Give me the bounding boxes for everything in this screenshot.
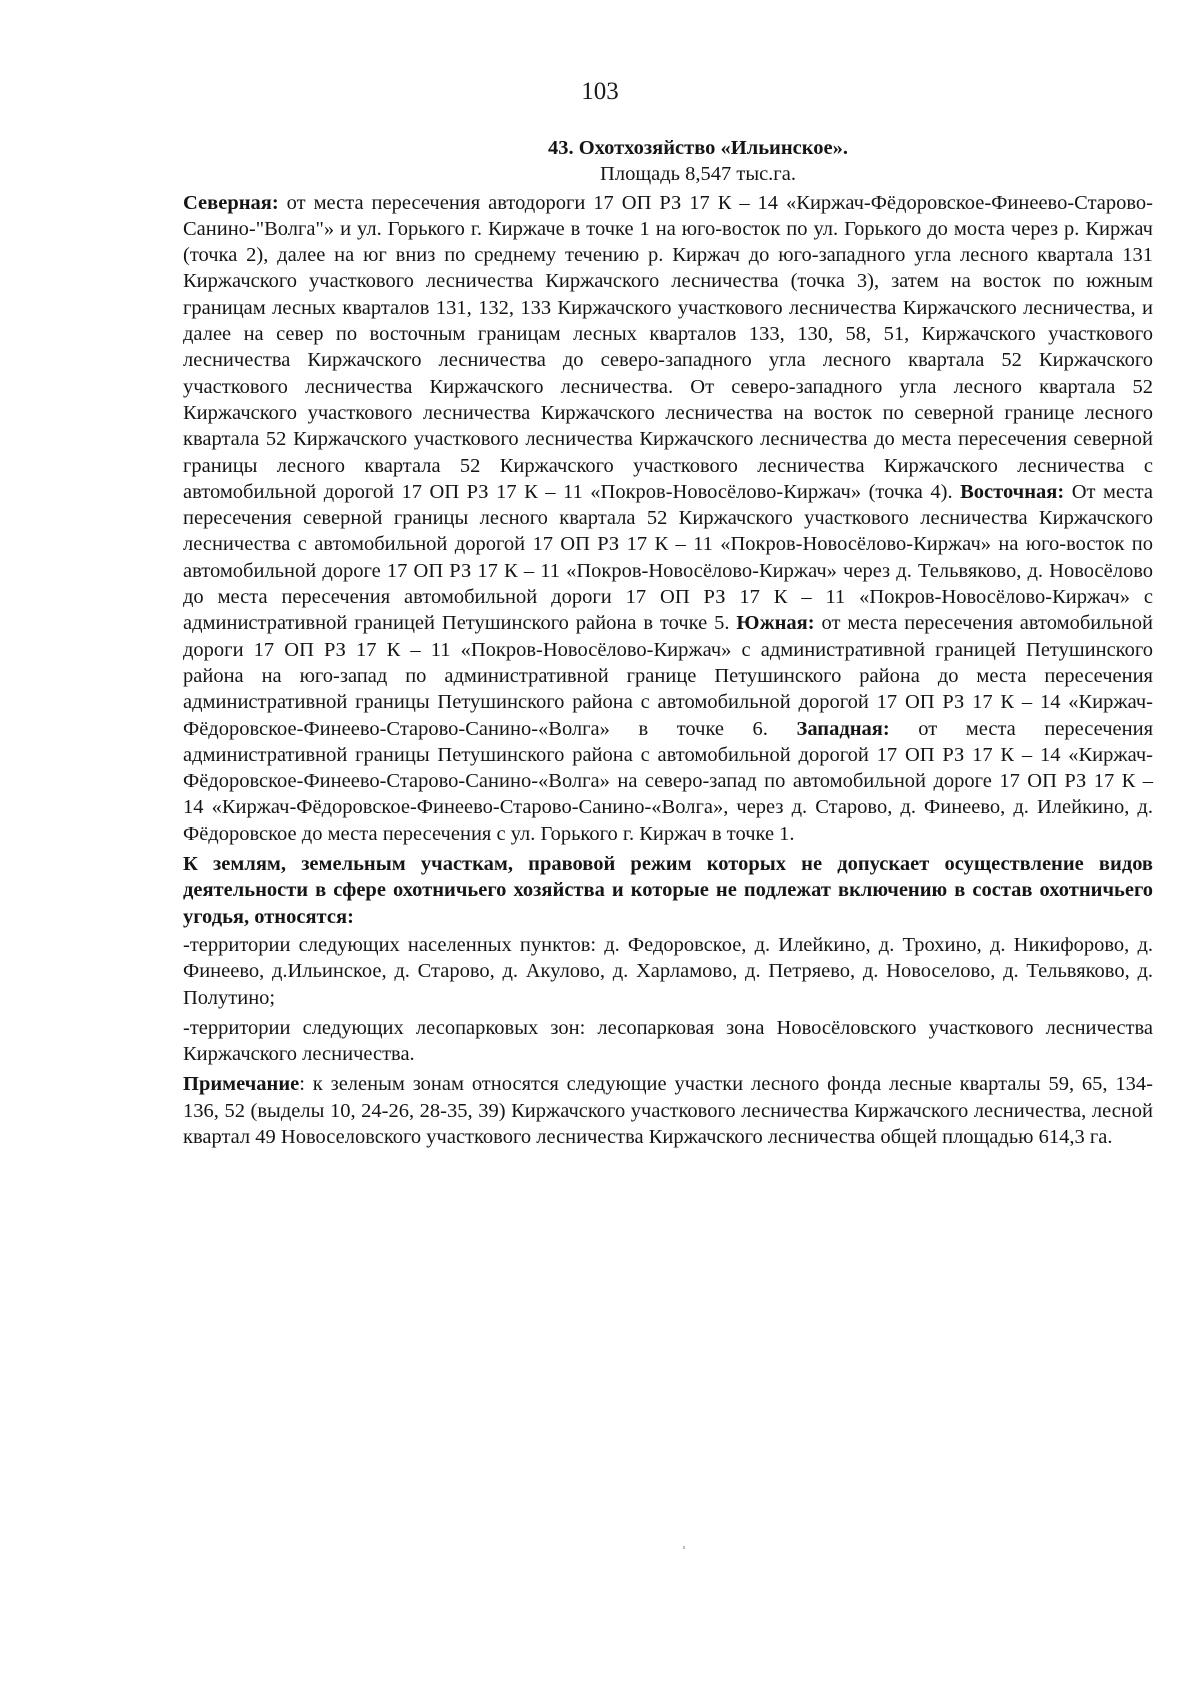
- south-boundary-label: Южная:: [736, 612, 815, 635]
- west-boundary-label: Западная:: [796, 717, 890, 740]
- boundaries-paragraph: [183, 190, 1153, 847]
- note-text: : к зеленым зонам относятся следующие участки лесного фонда лесные кварталы 59, 65, 134-136, 52 (выделы 10, 24-26, 28-35, 39) Киржачского участкового лесничества Киржачского лесничества, лесной квартал 49 Новоселовского участкового лесничества Киржачского лесничества общей площадью 614,3 га.: [183, 1073, 1153, 1148]
- north-boundary-label: Северная:: [183, 191, 279, 214]
- section-title: 43. Охотхозяйство «Ильинское».: [547, 137, 849, 159]
- excluded-lands-item-forest-park: -территории следующих лесопарковых зон: лесопарковая зона Новосёловского участкового лесничества Киржачского лесничества.: [183, 1016, 1153, 1066]
- page-number: 103: [581, 78, 619, 105]
- document-body: [183, 135, 1153, 1154]
- note-paragraph: [183, 1071, 1153, 1150]
- south-boundary-text: от места пересечения автомобильной дороги 17 ОП РЗ 17 К – 11 «Покров-Новосёлово-Киржач» с административной границей Петушинского района на юго-запад по административной границе Петушинского района до места пересечения административной границы Петушинского района с автомобильной дорогой 17 ОП РЗ 17 К – 14 «Киржач-Фёдоровское-Финеево-Старово-Санино-«Волга» в точке 6.: [183, 612, 1153, 740]
- scan-speck: [683, 1546, 685, 1549]
- east-boundary-label: Восточная:: [960, 480, 1065, 503]
- north-boundary-text: от места пересечения автодороги 17 ОП РЗ 17 К – 14 «Киржач-Фёдоровское-Финеево-Старово-Санино-"Волга"» и ул. Горького г. Киржаче в точке 1 на юго-восток по ул. Горького до моста через р. Киржач (точка 2), далее на юг вниз по среднему течению р. Киржач до юго-западного угла лесного квартала 131 Киржачского участкового лесничества Киржачского лесничества (точка 3), затем на восток по южным границам лесных кварталов 131, 132, 133 Киржачского участкового лесничества Киржачского лесничества, и далее на север по восточным границам лесных кварталов 133, 130, 58, 51, Киржачского участкового лесничества Киржачского лесничества до северо-западного угла лесного квартала 52 Киржачского участкового лесничества Киржачского лесничества. От северо-западного угла лесного квартала 52 Киржачского участкового лесничества Киржачского лесничества на восток по северной границе лесного квартала 52 Киржачского участкового лесничества Киржачского лесничества до места пересечения северной границы лесного квартала 52 Киржачского участкового лесничества Киржачского лесничества с автомобильной дорогой 17 ОП РЗ 17 К – 11 «Покров-Новосёлово-Киржач» (точка 4).: [183, 191, 1153, 503]
- area-line: Площадь 8,547 тыс.га.: [600, 163, 796, 186]
- east-boundary-text: От места пересечения северной границы лесного квартала 52 Киржачского участкового лесничества Киржачского лесничества с автомобильной дорогой 17 ОП РЗ 17 К – 11 «Покров-Новосёлово-Киржач» на юго-восток по автомобильной дороге 17 ОП РЗ 17 К – 11 «Покров-Новосёлово-Киржач» через д. Тельвяково, д. Новосёлово до места пересечения автомобильной дороги 17 ОП РЗ 17 К – 11 «Покров-Новосёлово-Киржач» с административной границей Петушинского района в точке 5.: [183, 480, 1153, 635]
- note-label: Примечание: [183, 1073, 300, 1096]
- west-boundary-text: от места пересечения административной границы Петушинского района с автомобильной дорогой 17 ОП РЗ 17 К – 14 «Киржач-Фёдоровское-Финеево-Старово-Санино-«Волга» на северо-запад по автомобильной дороге 17 ОП РЗ 17 К – 14 «Киржач-Фёдоровское-Финеево-Старово-Санино-«Волга», через д. Старово, д. Финеево, д. Илейкино, д. Фёдоровское до места пересечения с ул. Горького г. Киржач в точке 1.: [183, 717, 1153, 845]
- excluded-lands-heading: К землям, земельным участкам, правовой режим которых не допускает осуществление видов деятельности в сфере охотничьего хозяйства и которые не подлежат включению в состав охотничьего угодья, относятся:: [183, 853, 1153, 928]
- excluded-lands-item-settlements: -территории следующих населенных пунктов: д. Федоровское, д. Илейкино, д. Трохино, д. Никифорово, д. Финеево, д.Ильинское, д. Старово, д. Акулово, д. Харламово, д. Петряево, д. Новоселово, д. Тельвяково, д. Полутино;: [183, 933, 1153, 1009]
